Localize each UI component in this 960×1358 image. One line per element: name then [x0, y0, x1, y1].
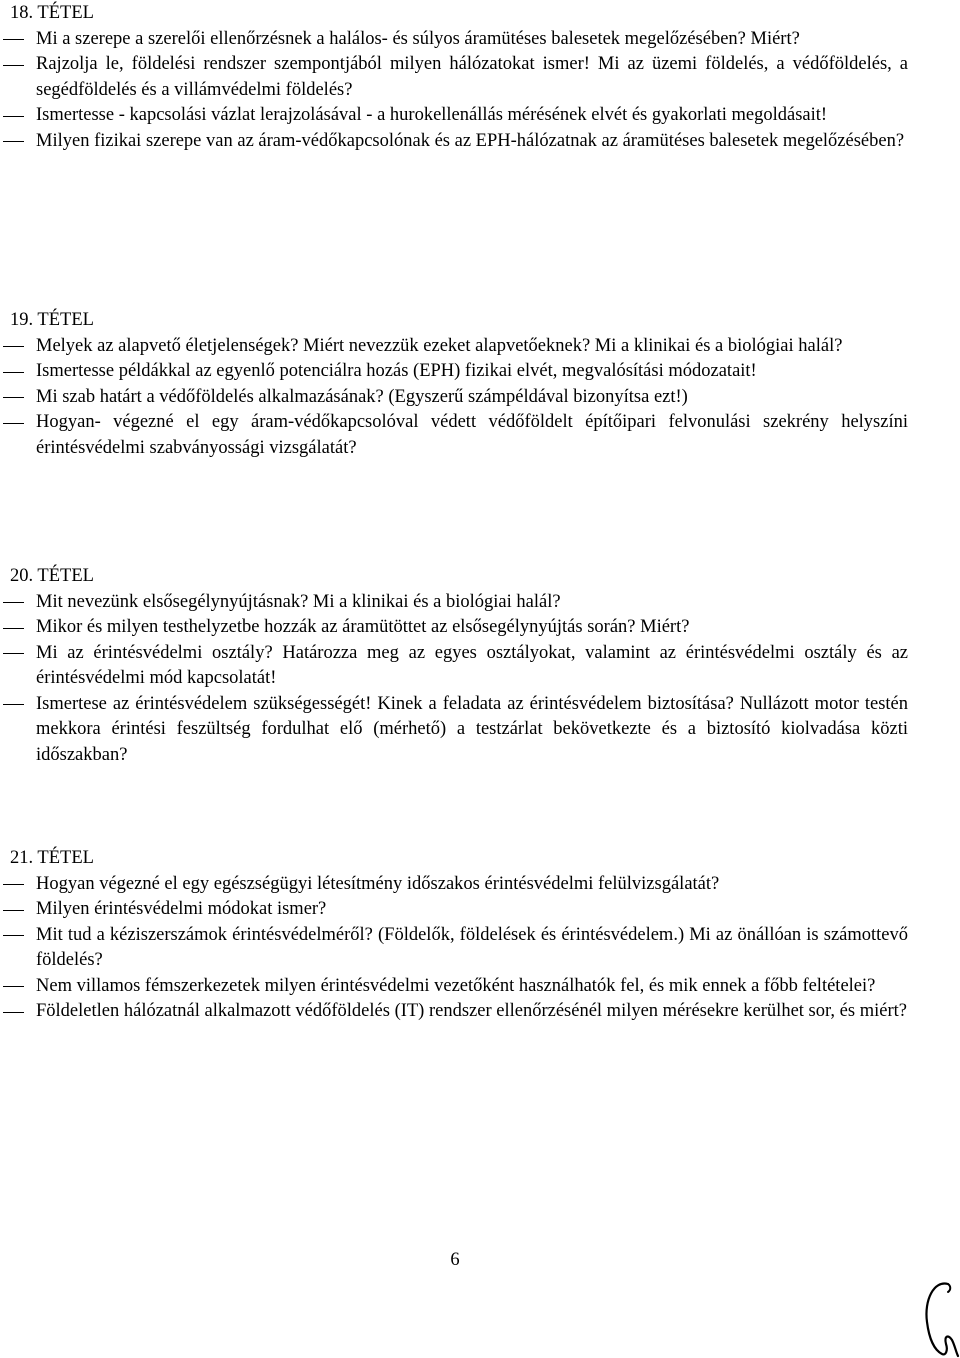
question-item	[0, 410, 908, 461]
dash-bullet	[3, 628, 24, 629]
question-item	[0, 590, 908, 616]
dash-bullet	[3, 397, 24, 398]
question-text: Rajzolja le, földelési rendszer szempontjából milyen hálózatokat ismer! Mi az üzemi földelés, a védőföldelés, a segédföldelés és a villámvédelmi földelés?	[36, 54, 908, 100]
question-item	[0, 872, 908, 898]
question-item	[0, 897, 908, 923]
section-title: 18. TÉTEL	[10, 3, 94, 23]
section-21	[0, 846, 960, 1025]
dash-bullet	[3, 423, 24, 424]
page-number: 6	[450, 1250, 460, 1270]
section-title: 19. TÉTEL	[10, 310, 94, 330]
section-title: 20. TÉTEL	[10, 566, 94, 586]
dash-bullet	[3, 141, 24, 142]
dash-bullet	[3, 986, 24, 987]
question-list	[0, 872, 960, 1025]
dash-bullet	[3, 372, 24, 373]
question-item	[0, 27, 908, 53]
question-text: Hogyan végezné el egy egészségügyi létesítmény időszakos érintésvédelmi felülvizsgálatát?	[36, 873, 720, 894]
dash-bullet	[3, 884, 24, 885]
question-text: Mit tud a kéziszerszámok érintésvédelméről? (Földelők, földelések és érintésvédelem.) Mi az önállóan is számottevő földelés?	[36, 924, 908, 970]
question-list	[0, 590, 960, 769]
section-20	[0, 564, 960, 768]
question-item	[0, 692, 908, 769]
question-text: Ismertesse példákkal az egyenlő potenciálra hozás (EPH) fizikai elvét, megvalósítási módozatait!	[36, 361, 757, 381]
question-text: Nem villamos fémszerkezetek milyen érintésvédelmi vezetőként használhatók fel, és mik ennek a főbb feltételei?	[36, 975, 876, 996]
dash-bullet	[3, 910, 24, 911]
dash-bullet	[3, 653, 24, 654]
dash-bullet	[3, 65, 24, 66]
question-text: Mit nevezünk elsősegélynyújtásnak? Mi a klinikai és a biológiai halál?	[36, 591, 561, 612]
dash-bullet	[3, 346, 24, 347]
question-item	[0, 615, 908, 641]
handwritten-signature	[918, 1278, 960, 1358]
dash-bullet	[3, 39, 24, 40]
question-text: Mikor és milyen testhelyzetbe hozzák az áramütöttet az elsősegélynyújtás során? Miért?	[36, 617, 690, 637]
section-18	[0, 1, 960, 154]
question-text: Mi a szerepe a szerelői ellenőrzésnek a halálos- és súlyos áramütéses balesetek megelőzésében? Miért?	[36, 28, 800, 49]
dash-bullet	[3, 602, 24, 603]
question-text: Milyen érintésvédelmi módokat ismer?	[36, 899, 327, 919]
question-item	[0, 385, 908, 411]
dash-bullet	[3, 1012, 24, 1013]
question-text: Milyen fizikai szerepe van az áram-védőkapcsolónak és az EPH-hálózatnak az áramütéses balesetek megelőzésében?	[36, 130, 905, 151]
question-text: Melyek az alapvető életjelenségek? Miért nevezzük ezeket alapvetőeknek? Mi a klinikai és a biológiai halál?	[36, 335, 843, 356]
question-item	[0, 923, 908, 974]
question-list	[0, 334, 960, 462]
question-item	[0, 334, 908, 360]
dash-bullet	[3, 935, 24, 936]
section-19	[0, 308, 960, 461]
dash-bullet	[3, 116, 24, 117]
question-text: Ismertesse - kapcsolási vázlat lerajzolásával - a hurokellenállás mérésének elvét és gyakorlati megoldásait!	[36, 105, 828, 125]
question-text: Földeletlen hálózatnál alkalmazott védőföldelés (IT) rendszer ellenőrzésénél milyen mérésekre kerülhet sor, és miért?	[36, 1001, 907, 1021]
question-item	[0, 129, 908, 155]
question-item	[0, 52, 908, 103]
section-title: 21. TÉTEL	[10, 848, 94, 868]
question-text: Mi szab határt a védőföldelés alkalmazásának? (Egyszerű számpéldával bizonyítsa ezt!)	[36, 386, 688, 407]
question-text: Hogyan- végezné el egy áram-védőkapcsolóval védett védőföldelt építőipari felvonulási szekrény helyszíni érintésvédelmi szabványossági vizsgálatát?	[36, 412, 908, 458]
question-item	[0, 974, 908, 1000]
question-item	[0, 103, 908, 129]
dash-bullet	[3, 704, 24, 705]
question-item	[0, 359, 908, 385]
question-list	[0, 27, 960, 155]
question-text: Ismertese az érintésvédelem szükségességét! Kinek a feladata az érintésvédelem biztosítása? Nullázott motor testén mekkora érintési feszültség fordulhat elő (mérhető) a testzárlat bekövetkezte és a biztosító kiolvadása közti időszakban?	[36, 693, 908, 765]
question-text: Mi az érintésvédelmi osztály? Határozza meg az egyes osztályokat, valamint az érintésvédelmi osztály és az érintésvédelmi mód kapcsolatát!	[36, 642, 908, 688]
question-item	[0, 999, 908, 1025]
question-item	[0, 641, 908, 692]
